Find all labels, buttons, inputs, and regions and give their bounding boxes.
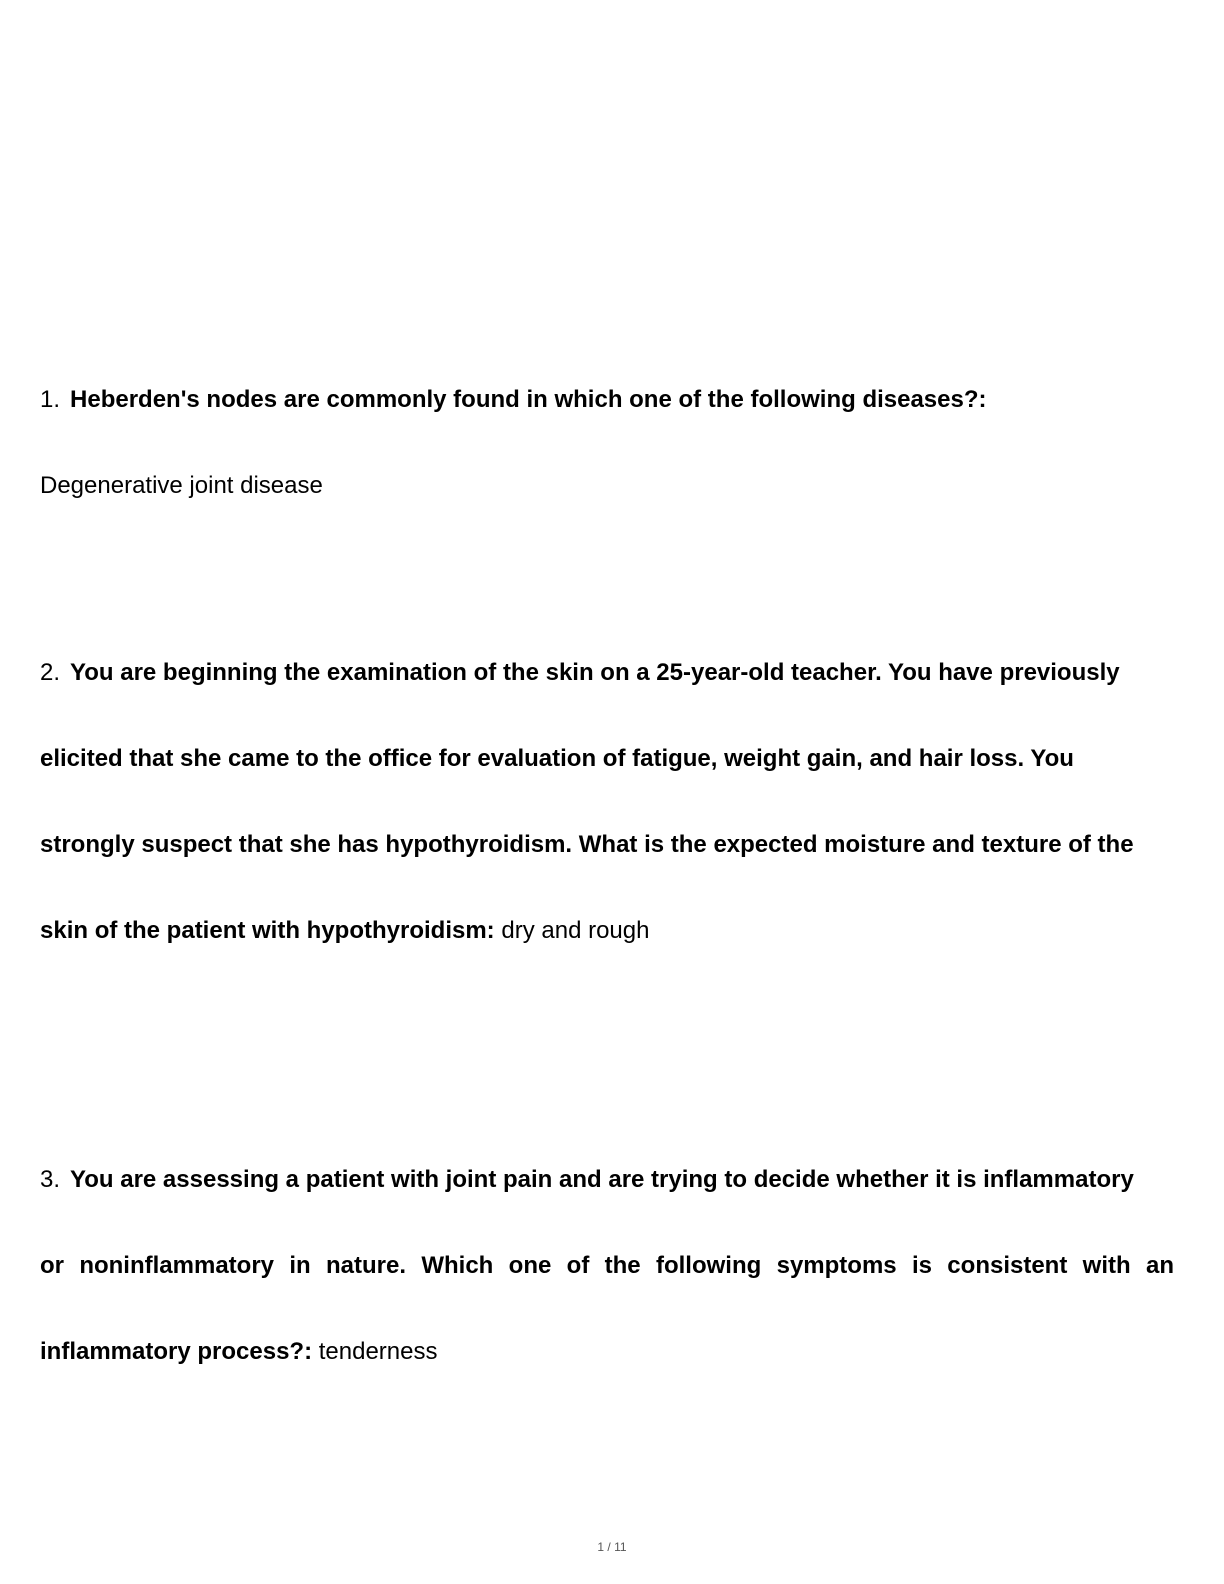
question-text: Heberden's nodes are commonly found in which one of the following diseases?: xyxy=(70,386,987,413)
question-2-line-2: elicited that she came to the office for evaluation of fatigue, weight gain, and hair loss. You xyxy=(40,745,1074,772)
answer-3: tenderness xyxy=(318,1338,438,1365)
question-3-line-2: or noninflammatory in nature. Which one of the following symptoms is consistent with an xyxy=(40,1252,1174,1279)
question-text: inflammatory process?: xyxy=(40,1338,313,1365)
question-2-line-3: strongly suspect that she has hypothyroidism. What is the expected moisture and texture of the xyxy=(40,831,1134,858)
question-3-line-1 xyxy=(40,1165,1134,1195)
question-text: You are assessing a patient with joint pain and are trying to decide whether it is inflammatory xyxy=(70,1166,1134,1193)
question-2-line-4 xyxy=(40,916,649,946)
answer-2: dry and rough xyxy=(501,917,650,944)
question-text: You are beginning the examination of the skin on a 25-year-old teacher. You have previously xyxy=(70,659,1120,686)
question-number: 3. xyxy=(40,1166,61,1193)
answer-1: Degenerative joint disease xyxy=(40,472,323,499)
question-number: 1. xyxy=(40,386,61,413)
question-3-line-3 xyxy=(40,1337,438,1367)
question-2-line-1 xyxy=(40,658,1120,688)
page-indicator: 1 / 11 xyxy=(597,1540,627,1554)
question-1 xyxy=(40,385,987,415)
question-number: 2. xyxy=(40,659,61,686)
question-text: skin of the patient with hypothyroidism: xyxy=(40,917,495,944)
